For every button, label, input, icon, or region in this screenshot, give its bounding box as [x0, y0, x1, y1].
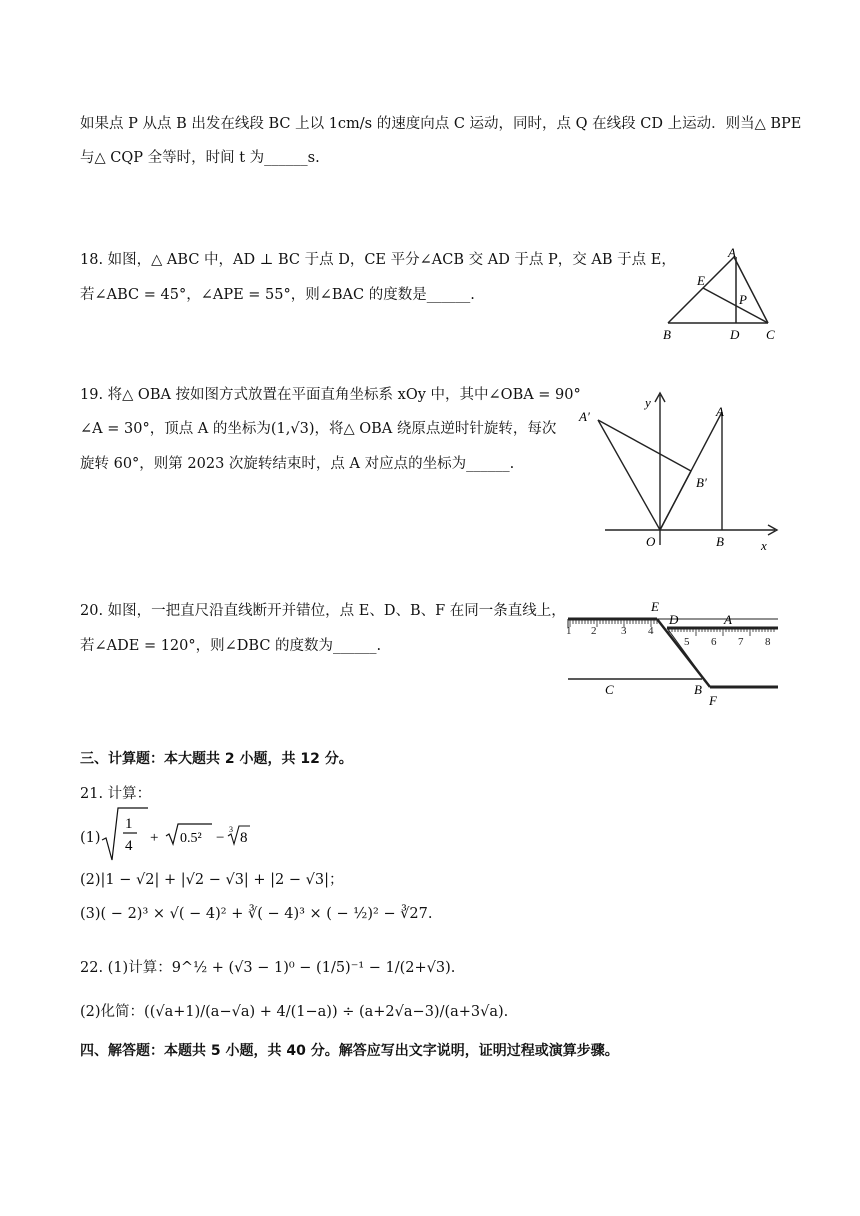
svg-text:−: −	[216, 830, 225, 846]
p19-coordinate-figure	[570, 380, 790, 555]
p17-line-1: 如果点 P 从点 B 出发在线段 BC 上以 1cm/s 的速度向点 C 运动，同时，点 Q 在线段 CD 上运动．则当△ BPE	[80, 116, 802, 132]
ruler-tick-5: 5	[684, 636, 690, 648]
label-C: C	[605, 682, 614, 697]
svg-text:1: 1	[125, 816, 133, 832]
svg-text:3: 3	[229, 825, 233, 834]
label-D: D	[730, 327, 740, 342]
label-x: x	[761, 538, 767, 553]
svg-text:0.5²: 0.5²	[180, 831, 202, 846]
p20-line-1: 20. 如图，一把直尺沿直线断开并错位，点 E、D、B、F 在同一条直线上，	[80, 603, 566, 619]
label-y: y	[645, 395, 651, 410]
label-C: C	[766, 327, 775, 342]
p19-line-1: 19. 将△ OBA 按如图方式放置在平面直角坐标系 xOy 中，其中∠OBA = 90°	[80, 387, 581, 403]
p20-ruler-figure	[562, 595, 788, 710]
p18-line-2: 若∠ABC = 45°，∠APE = 55°，则∠BAC 的度数是______.	[80, 287, 475, 303]
label-E: E	[651, 599, 659, 614]
p19-line-3: 旋转 60°，则第 2023 次旋转结束时，点 A 对应点的坐标为______.	[80, 456, 515, 472]
label-E: E	[697, 273, 705, 288]
p21-item-1-formula	[100, 806, 270, 864]
p18-line-1: 18. 如图，△ ABC 中，AD ⊥ BC 于点 D，CE 平分∠ACB 交 AD 于点 P，交 AB 于点 E，	[80, 252, 676, 268]
ruler-tick-7: 7	[738, 636, 744, 648]
label-D: D	[669, 612, 679, 627]
section-3-heading: 三、计算题：本大题共 2 小题，共 12 分。	[80, 751, 353, 767]
label-B: B	[663, 327, 671, 342]
ruler-tick-6: 6	[711, 636, 717, 648]
ruler-tick-8: 8	[765, 636, 771, 648]
label-A: A	[716, 404, 724, 419]
p22-item-1: 22. (1)计算：9^½ + (√3 − 1)⁰ − (1/5)⁻¹ − 1/(2+√3).	[80, 960, 456, 976]
label-O: O	[646, 534, 656, 549]
label-F: F	[709, 693, 717, 708]
ruler-tick-2: 2	[591, 625, 597, 637]
p17-line-2: 与△ CQP 全等时，时间 t 为______s.	[80, 150, 320, 166]
label-A-prime: A′	[579, 409, 590, 424]
p21-item-3: (3)( − 2)³ × √( − 4)² + ∛( − 4)³ × ( − ½)² − ∛27.	[80, 906, 433, 922]
p18-triangle-figure	[655, 243, 785, 345]
svg-text:4: 4	[125, 838, 133, 854]
p21-item-1-number: (1)	[80, 830, 101, 846]
p19-line-2: ∠A = 30°，顶点 A 的坐标为(1,√3)，将△ OBA 绕原点逆时针旋转，每次	[80, 421, 557, 437]
label-A: A	[728, 245, 736, 260]
p21-title: 21. 计算：	[80, 786, 152, 802]
p21-item-2: (2)|1 − √2| + |√2 − √3| + |2 − √3|；	[80, 872, 344, 888]
p22-item-2: (2)化简：((√a+1)/(a−√a) + 4/(1−a)) ÷ (a+2√a−3)/(a+3√a).	[80, 1004, 509, 1020]
ruler-tick-3: 3	[621, 625, 627, 637]
label-P: P	[739, 292, 747, 307]
ruler-tick-1: 1	[566, 625, 572, 637]
label-A: A	[724, 612, 732, 627]
svg-text:+: +	[150, 830, 159, 846]
p20-line-2: 若∠ADE = 120°，则∠DBC 的度数为______.	[80, 638, 382, 654]
svg-text:8: 8	[240, 830, 248, 846]
label-B: B	[716, 534, 724, 549]
ruler-tick-4: 4	[648, 625, 654, 637]
label-B-prime: B′	[696, 475, 707, 490]
label-B: B	[694, 682, 702, 697]
section-4-heading: 四、解答题：本题共 5 小题，共 40 分。解答应写出文字说明，证明过程或演算步骤。	[80, 1043, 619, 1059]
